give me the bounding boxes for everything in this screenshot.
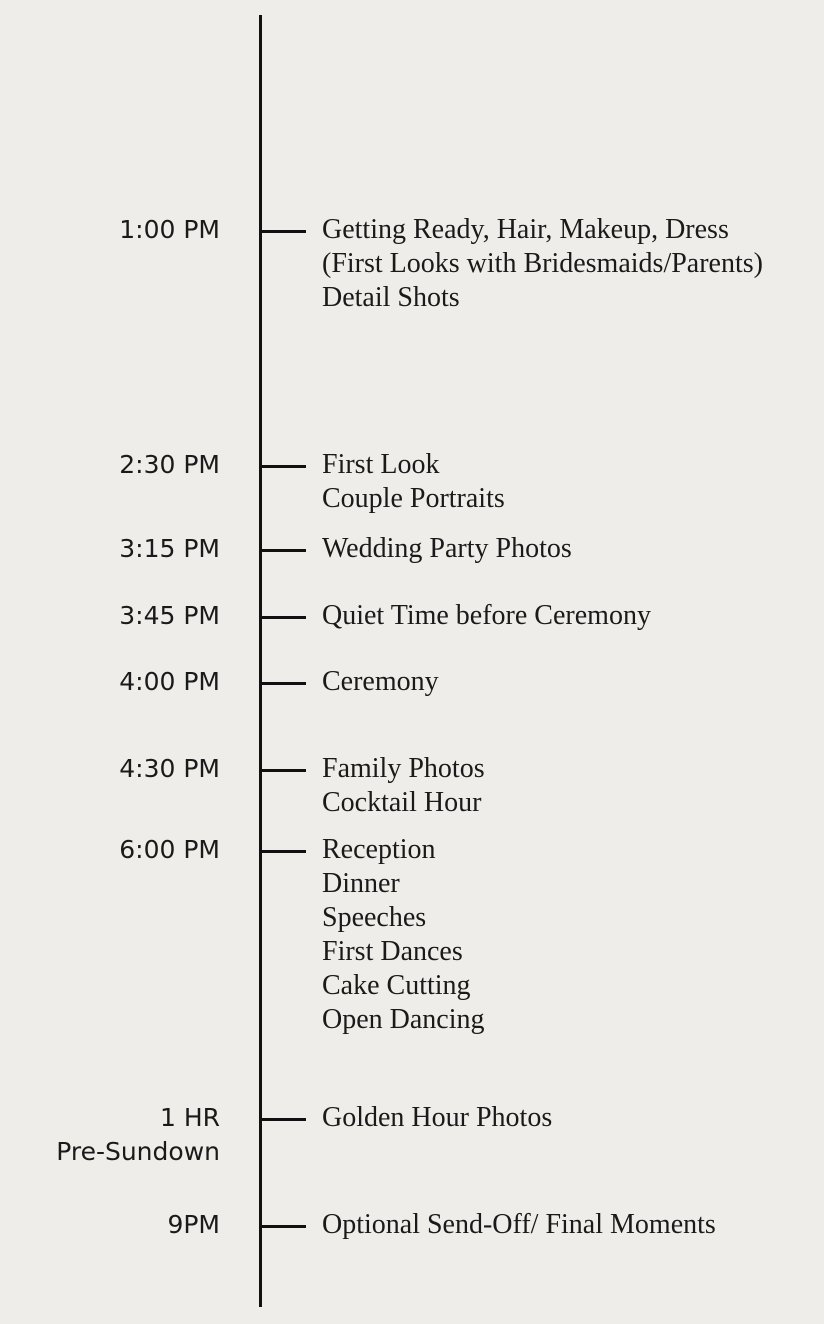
event-time: [56, 1101, 220, 1169]
event-time: [119, 213, 220, 247]
event-activities: [322, 1208, 716, 1242]
event-activity: Open Dancing: [322, 1004, 485, 1035]
event-activities: [322, 1101, 552, 1135]
event-activity: Reception: [322, 834, 436, 865]
event-time-line: 2:30 PM: [119, 450, 220, 479]
event-activities: [322, 532, 572, 566]
timeline-tick: [262, 616, 306, 619]
event-activities: [322, 833, 485, 1037]
event-activity: Quiet Time before Ceremony: [322, 600, 651, 631]
event-activity: (First Looks with Bridesmaids/Parents): [322, 248, 763, 279]
event-activity: Family Photos: [322, 753, 485, 784]
timeline-tick: [262, 1225, 306, 1228]
event-time: [167, 1208, 220, 1242]
timeline-tick: [262, 230, 306, 233]
timeline-tick: [262, 769, 306, 772]
timeline-tick: [262, 465, 306, 468]
event-time-line: 1 HR: [159, 1103, 220, 1132]
event-activity: Golden Hour Photos: [322, 1102, 553, 1133]
event-time-line: Pre-Sundown: [56, 1137, 220, 1166]
event-activity: First Dances: [322, 936, 463, 967]
event-activities: [322, 665, 439, 699]
event-activity: First Look: [322, 449, 440, 480]
event-time: [119, 833, 220, 867]
event-time-line: 3:15 PM: [119, 534, 220, 563]
event-activity: Couple Portraits: [322, 483, 505, 514]
event-time-line: 9PM: [167, 1210, 220, 1239]
event-activity: Speeches: [322, 902, 427, 933]
timeline-axis: [259, 15, 262, 1307]
event-time: [119, 599, 220, 633]
event-activities: [322, 599, 651, 633]
event-activity: Dinner: [322, 868, 400, 899]
event-activities: [322, 448, 505, 516]
timeline-tick: [262, 682, 306, 685]
event-time: [119, 665, 220, 699]
timeline-tick: [262, 549, 306, 552]
event-activity: Ceremony: [322, 666, 439, 697]
event-time: [119, 448, 220, 482]
event-activities: [322, 752, 485, 820]
event-time-line: 3:45 PM: [119, 601, 220, 630]
event-time-line: 4:30 PM: [119, 754, 220, 783]
event-time-line: 4:00 PM: [119, 667, 220, 696]
event-time-line: 1:00 PM: [119, 215, 220, 244]
event-activity: Optional Send-Off/ Final Moments: [322, 1209, 716, 1240]
event-time: [119, 752, 220, 786]
timeline-tick: [262, 850, 306, 853]
event-time: [119, 532, 220, 566]
event-activity: Wedding Party Photos: [322, 533, 572, 564]
timeline-tick: [262, 1118, 306, 1121]
event-activity: Getting Ready, Hair, Makeup, Dress: [322, 214, 729, 245]
event-activity: Detail Shots: [322, 282, 460, 313]
event-activities: [322, 213, 763, 315]
event-activity: Cocktail Hour: [322, 787, 482, 818]
event-time-line: 6:00 PM: [119, 835, 220, 864]
event-activity: Cake Cutting: [322, 970, 471, 1001]
